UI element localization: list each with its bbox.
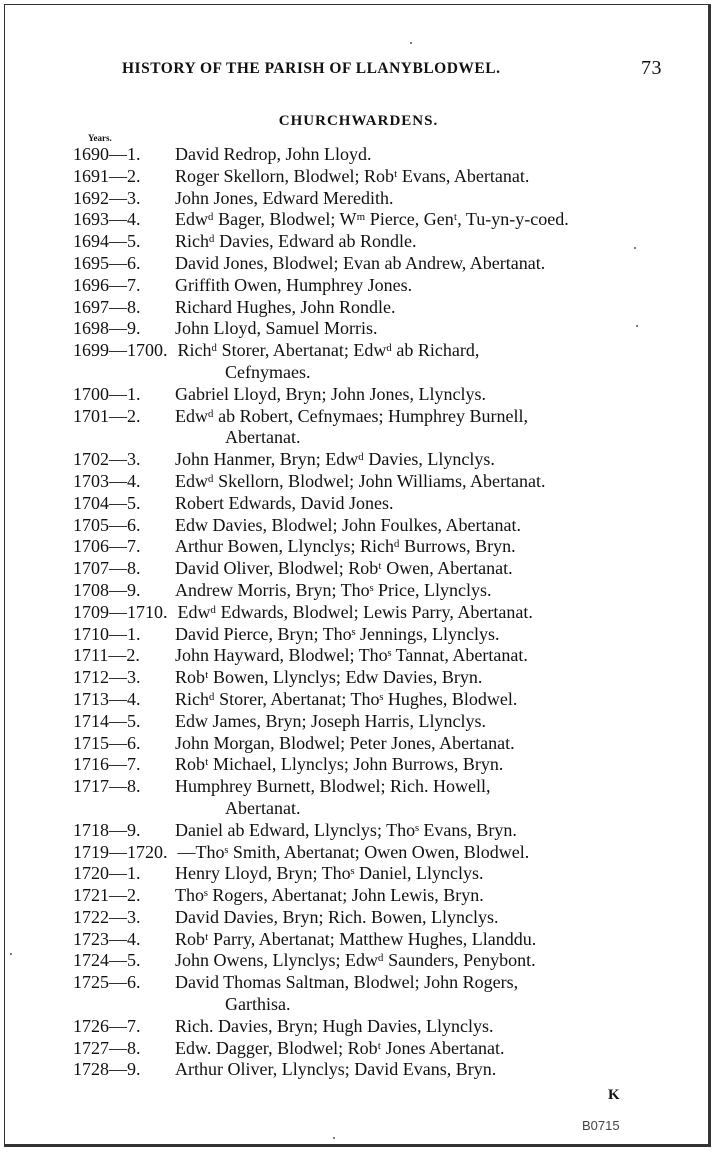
- entry-names-text: Edwᵈ Skellorn, Blodwel; John Williams, Abertanat.: [175, 470, 546, 491]
- entry-names-text: Robᵗ Michael, Llynclys; John Burrows, Bryn.: [175, 754, 504, 775]
- entry-years: 1695—6.: [73, 252, 141, 273]
- entry-names-text: David Davies, Bryn; Rich. Bowen, Llynclys.: [175, 906, 499, 927]
- entry-years: 1722—3.: [73, 906, 141, 927]
- entry-names-text: Humphrey Burnett, Blodwel; Rich. Howell,: [175, 776, 491, 797]
- entry-names-text: Richᵈ Storer, Abertanat; Thoˢ Hughes, Blodwel.: [175, 688, 518, 709]
- entry-names: [175, 820, 517, 842]
- list-item: [0, 689, 717, 711]
- list-item: [0, 558, 717, 580]
- entry-years: 1694—5.: [73, 231, 141, 252]
- entry-names-text: John Jones, Edward Meredith.: [175, 187, 394, 208]
- entry-names: [175, 667, 482, 689]
- entry-names: [175, 406, 652, 450]
- entry-years: 1725—6.: [73, 972, 141, 993]
- entry-names-text: —Thoˢ Smith, Abertanat; Owen Owen, Blodwel.: [177, 841, 530, 862]
- entry-continuation: Abertanat.: [225, 427, 301, 448]
- list-item: [0, 580, 717, 602]
- entry-names-text: Henry Lloyd, Bryn; Thoˢ Daniel, Llynclys.: [175, 863, 484, 884]
- entry-years: 1713—4.: [73, 688, 141, 709]
- entry-years: 1718—9.: [73, 819, 141, 840]
- entry-years: 1721—2.: [73, 885, 141, 906]
- entry-years: 1715—6.: [73, 732, 141, 753]
- entry-years: 1692—3.: [73, 187, 141, 208]
- running-head: [122, 57, 662, 79]
- list-item: [0, 144, 717, 166]
- entry-names: [175, 885, 484, 907]
- list-item: [0, 776, 717, 820]
- entry-years: 1696—7.: [73, 274, 141, 295]
- entry-years: 1701—2.: [73, 405, 141, 426]
- entry-names: [175, 711, 486, 733]
- entry-names: [175, 166, 529, 188]
- entry-years: 1707—8.: [73, 558, 141, 579]
- list-item: [0, 231, 717, 253]
- entry-names-text: John Owens, Llynclys; Edwᵈ Saunders, Penybont.: [175, 950, 536, 971]
- entry-years: 1700—1.: [73, 383, 141, 404]
- entry-names: [175, 144, 371, 166]
- entry-years: 1698—9.: [73, 318, 141, 339]
- list-item: [0, 406, 717, 450]
- list-item: [0, 275, 717, 297]
- entry-names-text: Griffith Owen, Humphrey Jones.: [175, 274, 413, 295]
- entry-continuation: Garthisa.: [225, 994, 291, 1015]
- entry-names: [175, 253, 545, 275]
- years-column-label: Years.: [88, 133, 112, 143]
- print-speck: [410, 42, 412, 44]
- list-item: [0, 842, 717, 864]
- list-item: [0, 667, 717, 689]
- entry-names-text: Richard Hughes, John Rondle.: [175, 296, 396, 317]
- entry-continuation: Abertanat.: [225, 797, 301, 818]
- list-item: [0, 536, 717, 558]
- entry-years: 1719—1720.: [73, 841, 168, 862]
- entry-years: 1716—7.: [73, 754, 141, 775]
- entry-names: [175, 645, 528, 667]
- entry-years: 1702—3.: [73, 449, 141, 470]
- print-speck: [333, 1137, 335, 1139]
- running-title: HISTORY OF THE PARISH OF LLANYBLODWEL.: [122, 60, 501, 77]
- entry-names: [175, 558, 513, 580]
- entry-names: [175, 950, 536, 972]
- entry-names: [175, 689, 517, 711]
- entry-years: 1726—7.: [73, 1015, 141, 1036]
- list-item: [0, 515, 717, 537]
- entry-names: [175, 754, 503, 776]
- entry-names-text: Edwᵈ Edwards, Blodwel; Lewis Parry, Abertanat.: [177, 601, 533, 622]
- entry-names-text: John Lloyd, Samuel Morris.: [175, 318, 378, 339]
- entry-names-text: Daniel ab Edward, Llynclys; Thoˢ Evans, Bryn.: [175, 819, 517, 840]
- list-item: [0, 950, 717, 972]
- list-item: [0, 471, 717, 493]
- entry-names: [175, 1016, 493, 1038]
- entry-names: [175, 471, 546, 493]
- entry-names-text: Rich. Davies, Bryn; Hugh Davies, Llynclys.: [175, 1015, 494, 1036]
- entry-names: [73, 340, 650, 384]
- list-item: [0, 645, 717, 667]
- entry-names: [175, 515, 521, 537]
- entry-years: 1710—1.: [73, 623, 141, 644]
- entry-years: 1706—7.: [73, 536, 141, 557]
- entry-names: [175, 318, 378, 340]
- list-item: [0, 209, 717, 231]
- page-number: 73: [641, 57, 662, 79]
- entry-years: 1727—8.: [73, 1037, 141, 1058]
- entry-years: 1697—8.: [73, 296, 141, 317]
- list-item: [0, 733, 717, 755]
- entry-years: 1690—1.: [73, 144, 141, 164]
- list-item: [0, 602, 717, 624]
- entry-names-text: Richᵈ Storer, Abertanat; Edwᵈ ab Richard,: [177, 340, 480, 361]
- entry-years: 1717—8.: [73, 776, 141, 797]
- entry-names: [175, 863, 483, 885]
- entry-names: [175, 929, 536, 951]
- entry-years: 1711—2.: [73, 645, 140, 666]
- entry-names-text: Arthur Bowen, Llynclys; Richᵈ Burrows, Bryn.: [175, 536, 516, 557]
- print-speck: [634, 247, 636, 249]
- entry-names-text: Gabriel Lloyd, Bryn; John Jones, Llynclys.: [175, 383, 486, 404]
- entry-years: 1699—1700.: [73, 340, 168, 361]
- entry-names-text: David Jones, Blodwel; Evan ab Andrew, Abertanat.: [175, 252, 546, 273]
- entry-names-text: Edwᵈ ab Robert, Cefnymaes; Humphrey Burnell,: [175, 405, 529, 426]
- entry-names-text: Thoˢ Rogers, Abertanat; John Lewis, Bryn.: [175, 885, 484, 906]
- entry-names-text: Andrew Morris, Bryn; Thoˢ Price, Llynclys.: [175, 579, 492, 600]
- entry-names: [175, 493, 393, 515]
- entry-continuation: Cefnymaes.: [225, 361, 311, 382]
- entry-names-text: David Oliver, Blodwel; Robᵗ Owen, Abertanat.: [175, 558, 513, 579]
- entry-years: 1693—4.: [73, 209, 141, 230]
- list-item: [0, 1059, 717, 1081]
- entry-names: [175, 297, 395, 319]
- entry-names-text: Edwᵈ Bager, Blodwel; Wᵐ Pierce, Genᵗ, Tu-yn-y-coed.: [175, 209, 569, 230]
- entry-years: 1709—1710.: [73, 601, 168, 622]
- list-item: [0, 449, 717, 471]
- entry-names-text: Robert Edwards, David Jones.: [175, 492, 394, 513]
- entry-names-text: John Hayward, Blodwel; Thoˢ Tannat, Abertanat.: [175, 645, 528, 666]
- entry-years: 1723—4.: [73, 928, 141, 949]
- entry-names-text: Robᵗ Parry, Abertanat; Matthew Hughes, Llanddu.: [175, 928, 537, 949]
- entry-names: [175, 972, 652, 1016]
- list-item: [0, 820, 717, 842]
- section-title: CHURCHWARDENS.: [278, 113, 439, 129]
- list-item: [0, 885, 717, 907]
- list-item: [0, 297, 717, 319]
- list-item: [0, 188, 717, 210]
- entry-names-text: John Hanmer, Bryn; Edwᵈ Davies, Llynclys.: [175, 449, 495, 470]
- entry-names: [175, 536, 516, 558]
- entry-years: 1714—5.: [73, 710, 141, 731]
- entry-names: [175, 275, 412, 297]
- entry-years: 1704—5.: [73, 492, 141, 513]
- list-item: [0, 340, 717, 384]
- entry-years: 1705—6.: [73, 514, 141, 535]
- entry-names: [175, 449, 495, 471]
- entry-names-text: David Thomas Saltman, Blodwel; John Rogers,: [175, 972, 519, 993]
- entry-names-text: Roger Skellorn, Blodwel; Robᵗ Evans, Abertanat.: [175, 165, 530, 186]
- entry-names: [73, 842, 529, 864]
- list-item: [0, 624, 717, 646]
- entry-names-text: Edw. Dagger, Blodwel; Robᵗ Jones Abertanat.: [175, 1037, 505, 1058]
- entry-names: [175, 384, 486, 406]
- list-item: [0, 929, 717, 951]
- list-item: [0, 711, 717, 733]
- entry-names: [175, 1038, 505, 1060]
- print-speck: [10, 953, 12, 955]
- entry-names-text: John Morgan, Blodwel; Peter Jones, Abertanat.: [175, 732, 515, 753]
- list-item: [0, 1038, 717, 1060]
- entry-names-text: David Pierce, Bryn; Thoˢ Jennings, Llynclys.: [175, 623, 500, 644]
- entry-names-text: Edw Davies, Blodwel; John Foulkes, Abertanat.: [175, 514, 521, 535]
- list-item: [0, 972, 717, 1016]
- list-item: [0, 253, 717, 275]
- list-item: [0, 754, 717, 776]
- list-item: [0, 907, 717, 929]
- entry-years: 1724—5.: [73, 950, 141, 971]
- entry-names: [175, 1059, 496, 1081]
- entry-years: 1712—3.: [73, 667, 141, 688]
- list-item: [0, 1016, 717, 1038]
- entry-names-text: Arthur Oliver, Llynclys; David Evans, Bryn.: [175, 1059, 497, 1080]
- entry-names: [175, 907, 498, 929]
- entry-names: [175, 733, 515, 755]
- list-item: [0, 318, 717, 340]
- entry-names: [175, 231, 417, 253]
- signature-mark: K: [608, 1087, 620, 1103]
- entry-years: 1691—2.: [73, 165, 141, 186]
- entry-years: 1703—4.: [73, 470, 141, 491]
- entry-names: [73, 602, 533, 624]
- churchwardens-list: [0, 144, 717, 1081]
- entry-years: 1708—9.: [73, 579, 141, 600]
- entry-names: [175, 209, 569, 231]
- print-speck: [636, 325, 638, 327]
- entry-names-text: Robᵗ Bowen, Llynclys; Edw Davies, Bryn.: [175, 667, 483, 688]
- list-item: [0, 863, 717, 885]
- entry-names-text: Edw James, Bryn; Joseph Harris, Llynclys.: [175, 710, 486, 731]
- entry-names-text: Richᵈ Davies, Edward ab Rondle.: [175, 231, 417, 252]
- entry-years: 1720—1.: [73, 863, 141, 884]
- list-item: [0, 166, 717, 188]
- entry-years: 1728—9.: [73, 1059, 141, 1080]
- entry-names: [175, 188, 393, 210]
- list-item: [0, 493, 717, 515]
- entry-names: [175, 624, 499, 646]
- entry-names: [175, 580, 491, 602]
- scan-code: B0715: [582, 1118, 620, 1133]
- list-item: [0, 384, 717, 406]
- entry-names-text: David Redrop, John Lloyd.: [175, 144, 372, 164]
- entry-names: [175, 776, 652, 820]
